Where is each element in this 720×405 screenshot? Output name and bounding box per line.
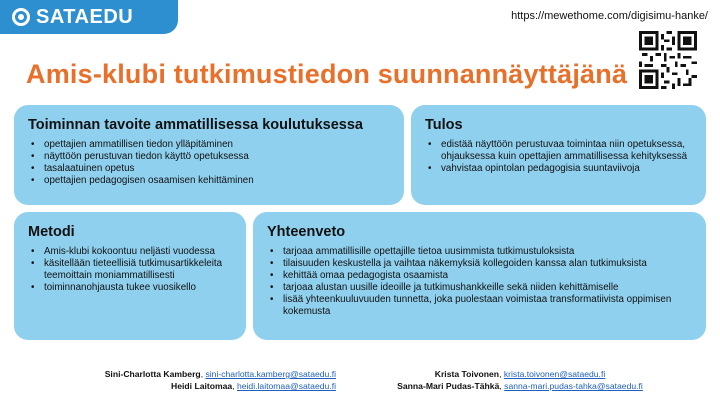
method-list <box>28 246 232 294</box>
goal-box <box>14 105 404 205</box>
sataedu-logo <box>0 0 178 34</box>
summary-heading: Yhteenveto <box>267 224 346 240</box>
list-item: • lisää yhteenkuuluvuuden tunnetta, joka puolestaan voimistaa transformatiivista oppimisen kokemusta <box>267 294 692 318</box>
sataedu-logo-icon <box>12 8 30 26</box>
method-box <box>14 212 246 340</box>
goal-list <box>28 139 390 187</box>
page-title: Amis-klubi tutkimustiedon suunnannäyttäjänä <box>26 59 628 89</box>
author-line: Heidi Laitomaa, heidi.laitomaa@sataedu.fi <box>171 381 336 391</box>
author-email-link[interactable]: heidi.laitomaa@sataedu.fi <box>236 381 336 391</box>
list-item: • kehittää omaa pedagogista osaamista <box>267 270 692 282</box>
list-item: • näyttöön perustuvan tiedon käyttö opetuksessa <box>28 151 390 163</box>
author-name: Krista Toivonen <box>434 369 500 379</box>
list-item: • tarjoaa ammatillisille opettajille tietoa uusimmista tutkimustuloksista <box>267 246 692 258</box>
list-item: • käsitellään tieteellisiä tutkimusartikkeleita teemoittain moniammatillisesti <box>28 258 232 282</box>
author-email-link[interactable]: krista.toivonen@sataedu.fi <box>503 369 606 379</box>
result-heading: Tulos <box>425 117 463 133</box>
result-box <box>411 105 706 205</box>
authors-left <box>76 368 336 392</box>
goal-heading: Toiminnan tavoite ammatillisessa koulutuksessa <box>28 117 363 133</box>
method-heading: Metodi <box>28 224 75 240</box>
qr-code-icon <box>639 31 697 89</box>
list-item: • tasalaatuinen opetus <box>28 163 390 175</box>
authors-right <box>370 368 670 392</box>
summary-list <box>267 246 692 318</box>
list-item: • opettajien pedagogisen osaamisen kehittäminen <box>28 175 390 187</box>
author-email-link[interactable]: sini-charlotta.kamberg@sataedu.fi <box>205 369 336 379</box>
list-item: • toiminnanohjausta tukee vuosikello <box>28 282 232 294</box>
author-line: Sanna-Mari Pudas-Tähkä, sanna-mari.pudas-tahka@sataedu.fi <box>397 381 643 391</box>
author-line: Krista Toivonen, krista.toivonen@sataedu.fi <box>434 369 606 379</box>
result-list <box>425 139 692 175</box>
author-email-link[interactable]: sanna-mari.pudas-tahka@sataedu.fi <box>504 381 643 391</box>
project-url: https://mewethome.com/digisimu-hanke/ <box>511 10 708 22</box>
list-item: • edistää näyttöön perustuvaa toimintaa niin opetuksessa, ohjauksessa kuin opettajien ammatillisessa kehityksessä <box>425 139 692 163</box>
list-item: • opettajien ammatillisen tiedon ylläpitäminen <box>28 139 390 151</box>
list-item: • Amis-klubi kokoontuu neljästi vuodessa <box>28 246 232 258</box>
summary-box <box>253 212 706 340</box>
author-name: Sini-Charlotta Kamberg <box>104 369 201 379</box>
logo-text: SATAEDU <box>36 5 134 28</box>
author-line: Sini-Charlotta Kamberg, sini-charlotta.kamberg@sataedu.fi <box>104 369 336 379</box>
list-item: • vahvistaa opintolan pedagogisia suuntaviivoja <box>425 163 692 175</box>
author-name: Sanna-Mari Pudas-Tähkä <box>397 381 500 391</box>
author-name: Heidi Laitomaa <box>171 381 233 391</box>
list-item: • tarjoaa alustan uusille ideoille ja tutkimushankkeille sekä niiden kehittämiselle <box>267 282 692 294</box>
list-item: • tilaisuuden keskustella ja vaihtaa näkemyksiä kollegoiden kanssa alan tutkimuksista <box>267 258 692 270</box>
